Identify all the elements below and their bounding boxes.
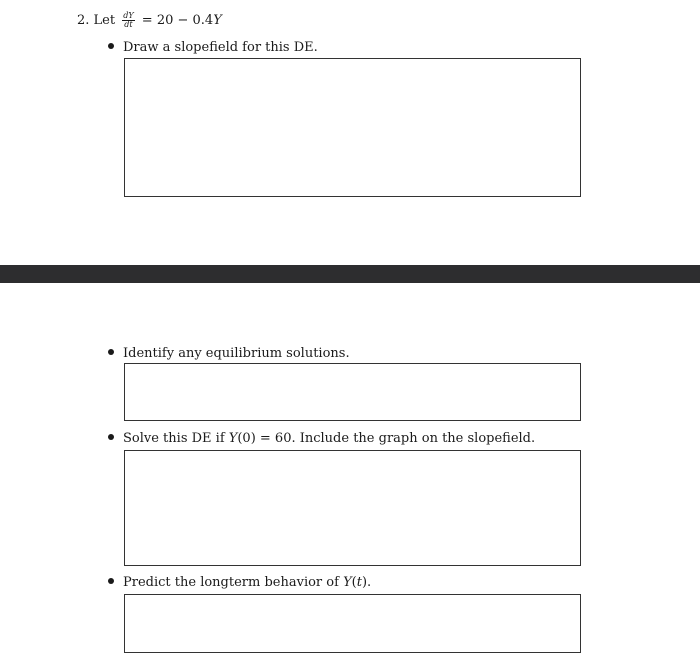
bullet-slopefield-text: Draw a slopefield for this DE. <box>123 40 318 55</box>
bullet-solve <box>108 431 535 447</box>
bullet-solve-text-a: Solve this DE if <box>123 431 229 446</box>
bullet-longterm <box>108 575 371 591</box>
bullet-longterm-text-b: ( <box>351 575 357 590</box>
derivative-denominator: dt <box>124 20 133 29</box>
bullet-dot <box>108 578 114 584</box>
bullet-longterm-text-c: ). <box>361 575 372 590</box>
question-let: Let <box>93 13 116 28</box>
bullet-longterm-text-a: Predict the longterm behavior of <box>123 575 344 590</box>
page-divider <box>0 265 700 283</box>
derivative-fraction <box>122 12 134 29</box>
equation-rhs: = 20 − 0.4 <box>141 13 214 28</box>
bullet-slopefield <box>108 40 318 56</box>
question-number: 2. <box>77 13 90 28</box>
bullet-dot <box>108 43 114 49</box>
equation-variable: Y <box>213 13 222 28</box>
bullet-longterm-var: Y <box>343 575 352 590</box>
bullet-dot <box>108 349 114 355</box>
bullet-longterm-var2: t <box>356 575 362 590</box>
bullet-solve-text-b: (0) = 60. Include the graph on the slopefield. <box>237 431 536 446</box>
answer-box-slopefield[interactable] <box>124 58 581 197</box>
bullet-equilibrium <box>108 346 350 362</box>
bullet-dot <box>108 434 114 440</box>
answer-box-equilibrium[interactable] <box>124 363 581 421</box>
derivative-numerator: dY <box>123 11 134 20</box>
bullet-solve-var: Y <box>228 431 238 446</box>
answer-box-solve[interactable] <box>124 450 581 566</box>
question-header <box>77 12 222 29</box>
bullet-equilibrium-text: Identify any equilibrium solutions. <box>123 346 350 361</box>
answer-box-longterm[interactable] <box>124 594 581 653</box>
